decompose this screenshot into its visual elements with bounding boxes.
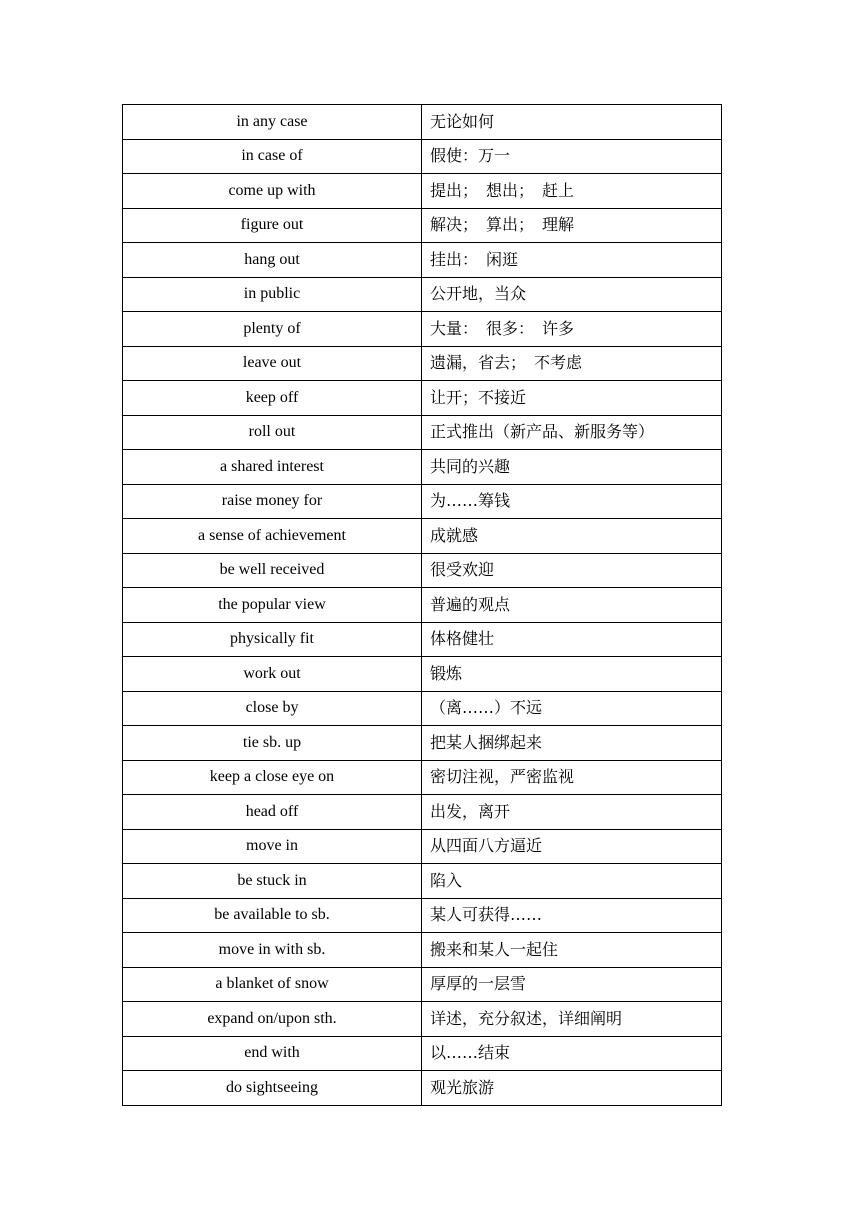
table-row <box>123 243 722 278</box>
table-row <box>123 898 722 933</box>
chinese-meaning-cell: 陷入 <box>422 864 722 899</box>
chinese-meaning-cell: 正式推出（新产品、新服务等） <box>422 415 722 450</box>
table-row <box>123 381 722 416</box>
table-row <box>123 622 722 657</box>
chinese-meaning-cell: 某人可获得…… <box>422 898 722 933</box>
english-phrase-cell: expand on/upon sth. <box>123 1002 422 1037</box>
english-phrase-cell: close by <box>123 691 422 726</box>
english-phrase-cell: come up with <box>123 174 422 209</box>
english-phrase-cell: be well received <box>123 553 422 588</box>
chinese-meaning-cell: 出发，离开 <box>422 795 722 830</box>
table-row <box>123 519 722 554</box>
chinese-meaning-cell: 锻炼 <box>422 657 722 692</box>
english-phrase-cell: keep a close eye on <box>123 760 422 795</box>
table-row <box>123 553 722 588</box>
table-row <box>123 139 722 174</box>
english-phrase-cell: end with <box>123 1036 422 1071</box>
english-phrase-cell: in case of <box>123 139 422 174</box>
english-phrase-cell: be available to sb. <box>123 898 422 933</box>
table-row <box>123 312 722 347</box>
english-phrase-cell: work out <box>123 657 422 692</box>
table-row <box>123 415 722 450</box>
english-phrase-cell: the popular view <box>123 588 422 623</box>
english-phrase-cell: a sense of achievement <box>123 519 422 554</box>
chinese-meaning-cell: 共同的兴趣 <box>422 450 722 485</box>
english-phrase-cell: do sightseeing <box>123 1071 422 1106</box>
table-row <box>123 450 722 485</box>
english-phrase-cell: be stuck in <box>123 864 422 899</box>
chinese-meaning-cell: 让开；不接近 <box>422 381 722 416</box>
english-phrase-cell: keep off <box>123 381 422 416</box>
table-row <box>123 1071 722 1106</box>
english-phrase-cell: a shared interest <box>123 450 422 485</box>
table-row <box>123 967 722 1002</box>
chinese-meaning-cell: 厚厚的一层雪 <box>422 967 722 1002</box>
chinese-meaning-cell: 观光旅游 <box>422 1071 722 1106</box>
english-phrase-cell: head off <box>123 795 422 830</box>
english-phrase-cell: physically fit <box>123 622 422 657</box>
english-phrase-cell: in public <box>123 277 422 312</box>
chinese-meaning-cell: 密切注视，严密监视 <box>422 760 722 795</box>
phrase-table <box>122 104 722 1106</box>
english-phrase-cell: roll out <box>123 415 422 450</box>
chinese-meaning-cell: 假使：万一 <box>422 139 722 174</box>
chinese-meaning-cell: 体格健壮 <box>422 622 722 657</box>
english-phrase-cell: tie sb. up <box>123 726 422 761</box>
table-row <box>123 760 722 795</box>
chinese-meaning-cell: 以……结束 <box>422 1036 722 1071</box>
english-phrase-cell: in any case <box>123 105 422 140</box>
table-row <box>123 484 722 519</box>
table-row <box>123 691 722 726</box>
table-row <box>123 208 722 243</box>
table-row <box>123 1036 722 1071</box>
chinese-meaning-cell: 从四面八方逼近 <box>422 829 722 864</box>
english-phrase-cell: leave out <box>123 346 422 381</box>
english-phrase-cell: hang out <box>123 243 422 278</box>
chinese-meaning-cell: 为……筹钱 <box>422 484 722 519</box>
chinese-meaning-cell: 公开地，当众 <box>422 277 722 312</box>
table-row <box>123 174 722 209</box>
chinese-meaning-cell: 遗漏，省去； 不考虑 <box>422 346 722 381</box>
english-phrase-cell: move in with sb. <box>123 933 422 968</box>
table-row <box>123 346 722 381</box>
chinese-meaning-cell: 详述，充分叙述，详细阐明 <box>422 1002 722 1037</box>
chinese-meaning-cell: 搬来和某人一起住 <box>422 933 722 968</box>
english-phrase-cell: a blanket of snow <box>123 967 422 1002</box>
table-row <box>123 657 722 692</box>
chinese-meaning-cell: （离……）不远 <box>422 691 722 726</box>
table-row <box>123 588 722 623</box>
chinese-meaning-cell: 解决； 算出； 理解 <box>422 208 722 243</box>
table-row <box>123 829 722 864</box>
table-row <box>123 277 722 312</box>
chinese-meaning-cell: 成就感 <box>422 519 722 554</box>
chinese-meaning-cell: 把某人捆绑起来 <box>422 726 722 761</box>
english-phrase-cell: raise money for <box>123 484 422 519</box>
chinese-meaning-cell: 提出； 想出； 赶上 <box>422 174 722 209</box>
phrase-table-body <box>123 105 722 1106</box>
chinese-meaning-cell: 普遍的观点 <box>422 588 722 623</box>
table-row <box>123 1002 722 1037</box>
english-phrase-cell: plenty of <box>123 312 422 347</box>
chinese-meaning-cell: 很受欢迎 <box>422 553 722 588</box>
english-phrase-cell: figure out <box>123 208 422 243</box>
chinese-meaning-cell: 挂出： 闲逛 <box>422 243 722 278</box>
chinese-meaning-cell: 大量： 很多： 许多 <box>422 312 722 347</box>
table-row <box>123 795 722 830</box>
table-row <box>123 864 722 899</box>
table-row <box>123 726 722 761</box>
table-row <box>123 105 722 140</box>
table-row <box>123 933 722 968</box>
english-phrase-cell: move in <box>123 829 422 864</box>
chinese-meaning-cell: 无论如何 <box>422 105 722 140</box>
